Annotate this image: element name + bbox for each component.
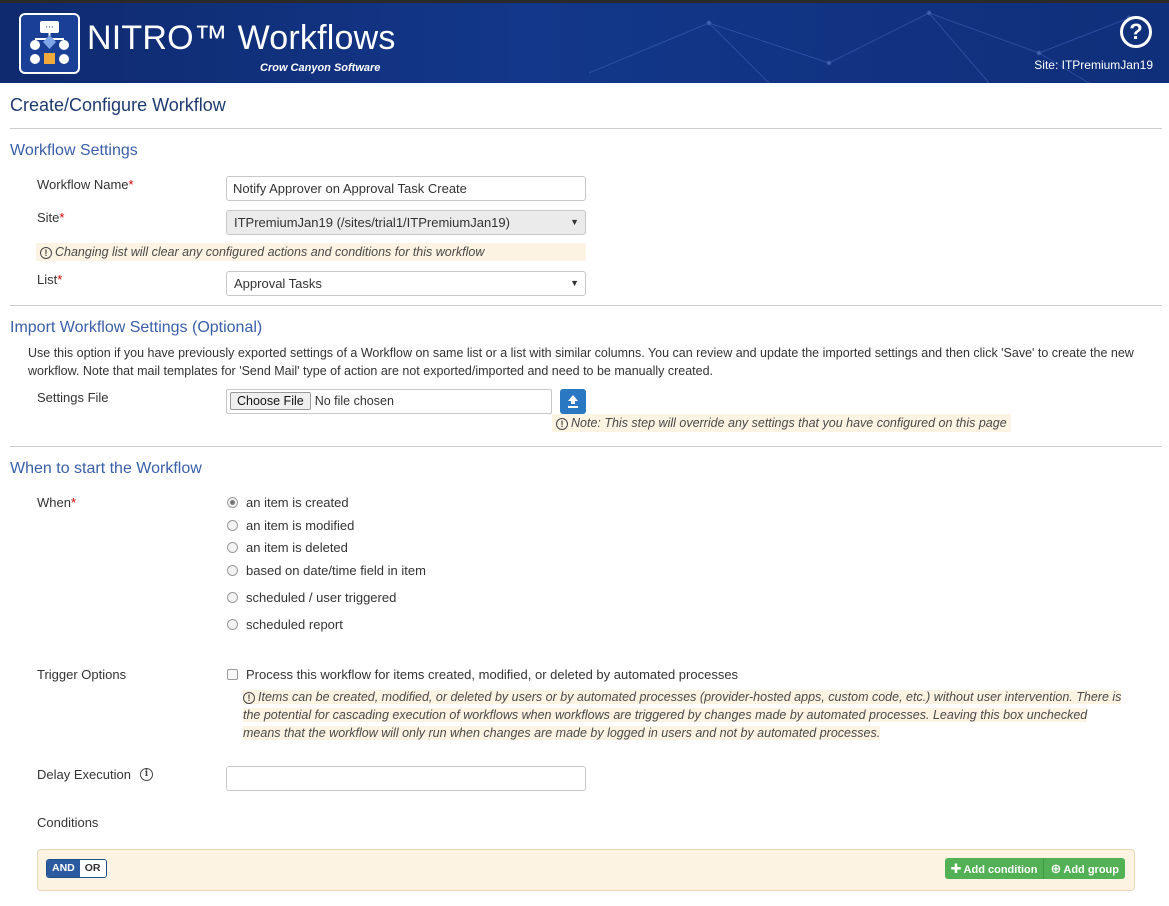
radio-item-deleted[interactable]: an item is deleted — [227, 540, 348, 555]
upload-icon — [560, 389, 586, 414]
app-title: NITRO™ Workflows — [87, 19, 396, 57]
settings-file-input[interactable] — [226, 389, 552, 414]
section-when-to-start: When to start the Workflow — [10, 460, 202, 477]
svg-text:···: ··· — [45, 23, 54, 33]
add-group-button[interactable]: ⊕ Add group — [1044, 858, 1125, 879]
trigger-options-label: Trigger Options — [37, 667, 127, 682]
radio-icon — [227, 520, 238, 531]
import-description: Use this option if you have previously exported settings of a Workflow on same list or a list with similar columns. You can review and update the imported settings and then click 'Save' to create the new workflow. Note that mail templates for 'Send Mail' type of action are not exported/imported and need to be manually created. — [28, 346, 1134, 378]
upload-button[interactable] — [560, 389, 586, 414]
warning-icon: ! — [40, 247, 52, 259]
caret-down-icon: ▼ — [570, 278, 579, 288]
radio-item-created[interactable]: an item is created — [227, 495, 349, 510]
file-status: No file chosen — [314, 394, 394, 408]
radio-icon — [227, 565, 238, 576]
workflow-name-input[interactable]: Notify Approver on Approval Task Create — [226, 176, 586, 201]
divider — [10, 128, 1162, 129]
site-label: Site* — [37, 210, 65, 225]
choose-file-button[interactable]: Choose File — [230, 392, 311, 410]
workflow-logo-icon — [19, 13, 80, 74]
site-select[interactable] — [226, 210, 586, 235]
or-button[interactable]: OR — [80, 860, 106, 877]
vendor-name: Crow Canyon Software — [260, 62, 381, 74]
plus-circle-icon: ⊕ — [1050, 861, 1062, 876]
page-title: Create/Configure Workflow — [10, 95, 226, 115]
info-icon[interactable]: i — [140, 768, 153, 781]
condition-actions — [945, 858, 1125, 879]
divider — [10, 305, 1162, 306]
section-import-settings: Import Workflow Settings (Optional) — [10, 319, 263, 336]
list-change-warning: ! Changing list will clear any configured actions and conditions for this workflow — [36, 243, 586, 261]
and-or-toggle[interactable] — [46, 859, 107, 878]
section-workflow-settings: Workflow Settings — [10, 142, 138, 159]
radio-icon — [227, 542, 238, 553]
settings-file-label: Settings File — [37, 390, 109, 405]
import-override-note: ! Note: This step will override any settings that you have configured on this page — [552, 414, 1011, 432]
site-select-value: ITPremiumJan19 (/sites/trial1/ITPremiumJan19) — [234, 215, 510, 230]
automated-processes-checkbox[interactable]: Process this workflow for items created, modified, or deleted by automated processes — [227, 667, 738, 682]
divider — [10, 446, 1162, 447]
radio-icon — [227, 592, 238, 603]
list-select-value: Approval Tasks — [234, 276, 322, 291]
delay-execution-label: Delay Execution — [37, 767, 131, 782]
add-condition-button[interactable]: ✚ Add condition — [945, 858, 1045, 879]
list-select[interactable] — [226, 271, 586, 296]
radio-icon — [227, 619, 238, 630]
radio-scheduled-user-triggered[interactable]: scheduled / user triggered — [227, 590, 396, 605]
help-icon[interactable]: ? — [1120, 16, 1152, 48]
list-label: List* — [37, 272, 63, 287]
workflow-name-label: Workflow Name* — [37, 177, 134, 192]
checkbox-icon — [227, 669, 238, 680]
radio-selected-icon — [227, 497, 238, 508]
trigger-warning-note: ! Items can be created, modified, or deleted by users or by automated processes (provider-hosted apps, custom code, etc.) without user intervention. There is the potential for cascading execution of workflows when workflows are triggered by changes made by automated processes. Leaving this box unchecked means that the workflow will only run when changes are made by logged in users and not by automated processes. — [243, 690, 1122, 740]
warning-icon: ! — [556, 418, 568, 430]
when-label: When* — [37, 495, 77, 510]
warning-icon: ! — [243, 692, 255, 704]
caret-down-icon: ▼ — [570, 217, 579, 227]
radio-date-time-field[interactable]: based on date/time field in item — [227, 563, 426, 578]
site-indicator: Site: ITPremiumJan19 — [1034, 58, 1153, 72]
radio-item-modified[interactable]: an item is modified — [227, 518, 354, 533]
conditions-builder — [37, 849, 1135, 891]
radio-scheduled-report[interactable]: scheduled report — [227, 617, 343, 632]
conditions-label: Conditions — [37, 815, 99, 830]
header-banner — [0, 0, 1169, 83]
and-button[interactable]: AND — [47, 860, 80, 877]
delay-execution-input[interactable] — [226, 766, 586, 791]
plus-icon: ✚ — [950, 861, 962, 876]
